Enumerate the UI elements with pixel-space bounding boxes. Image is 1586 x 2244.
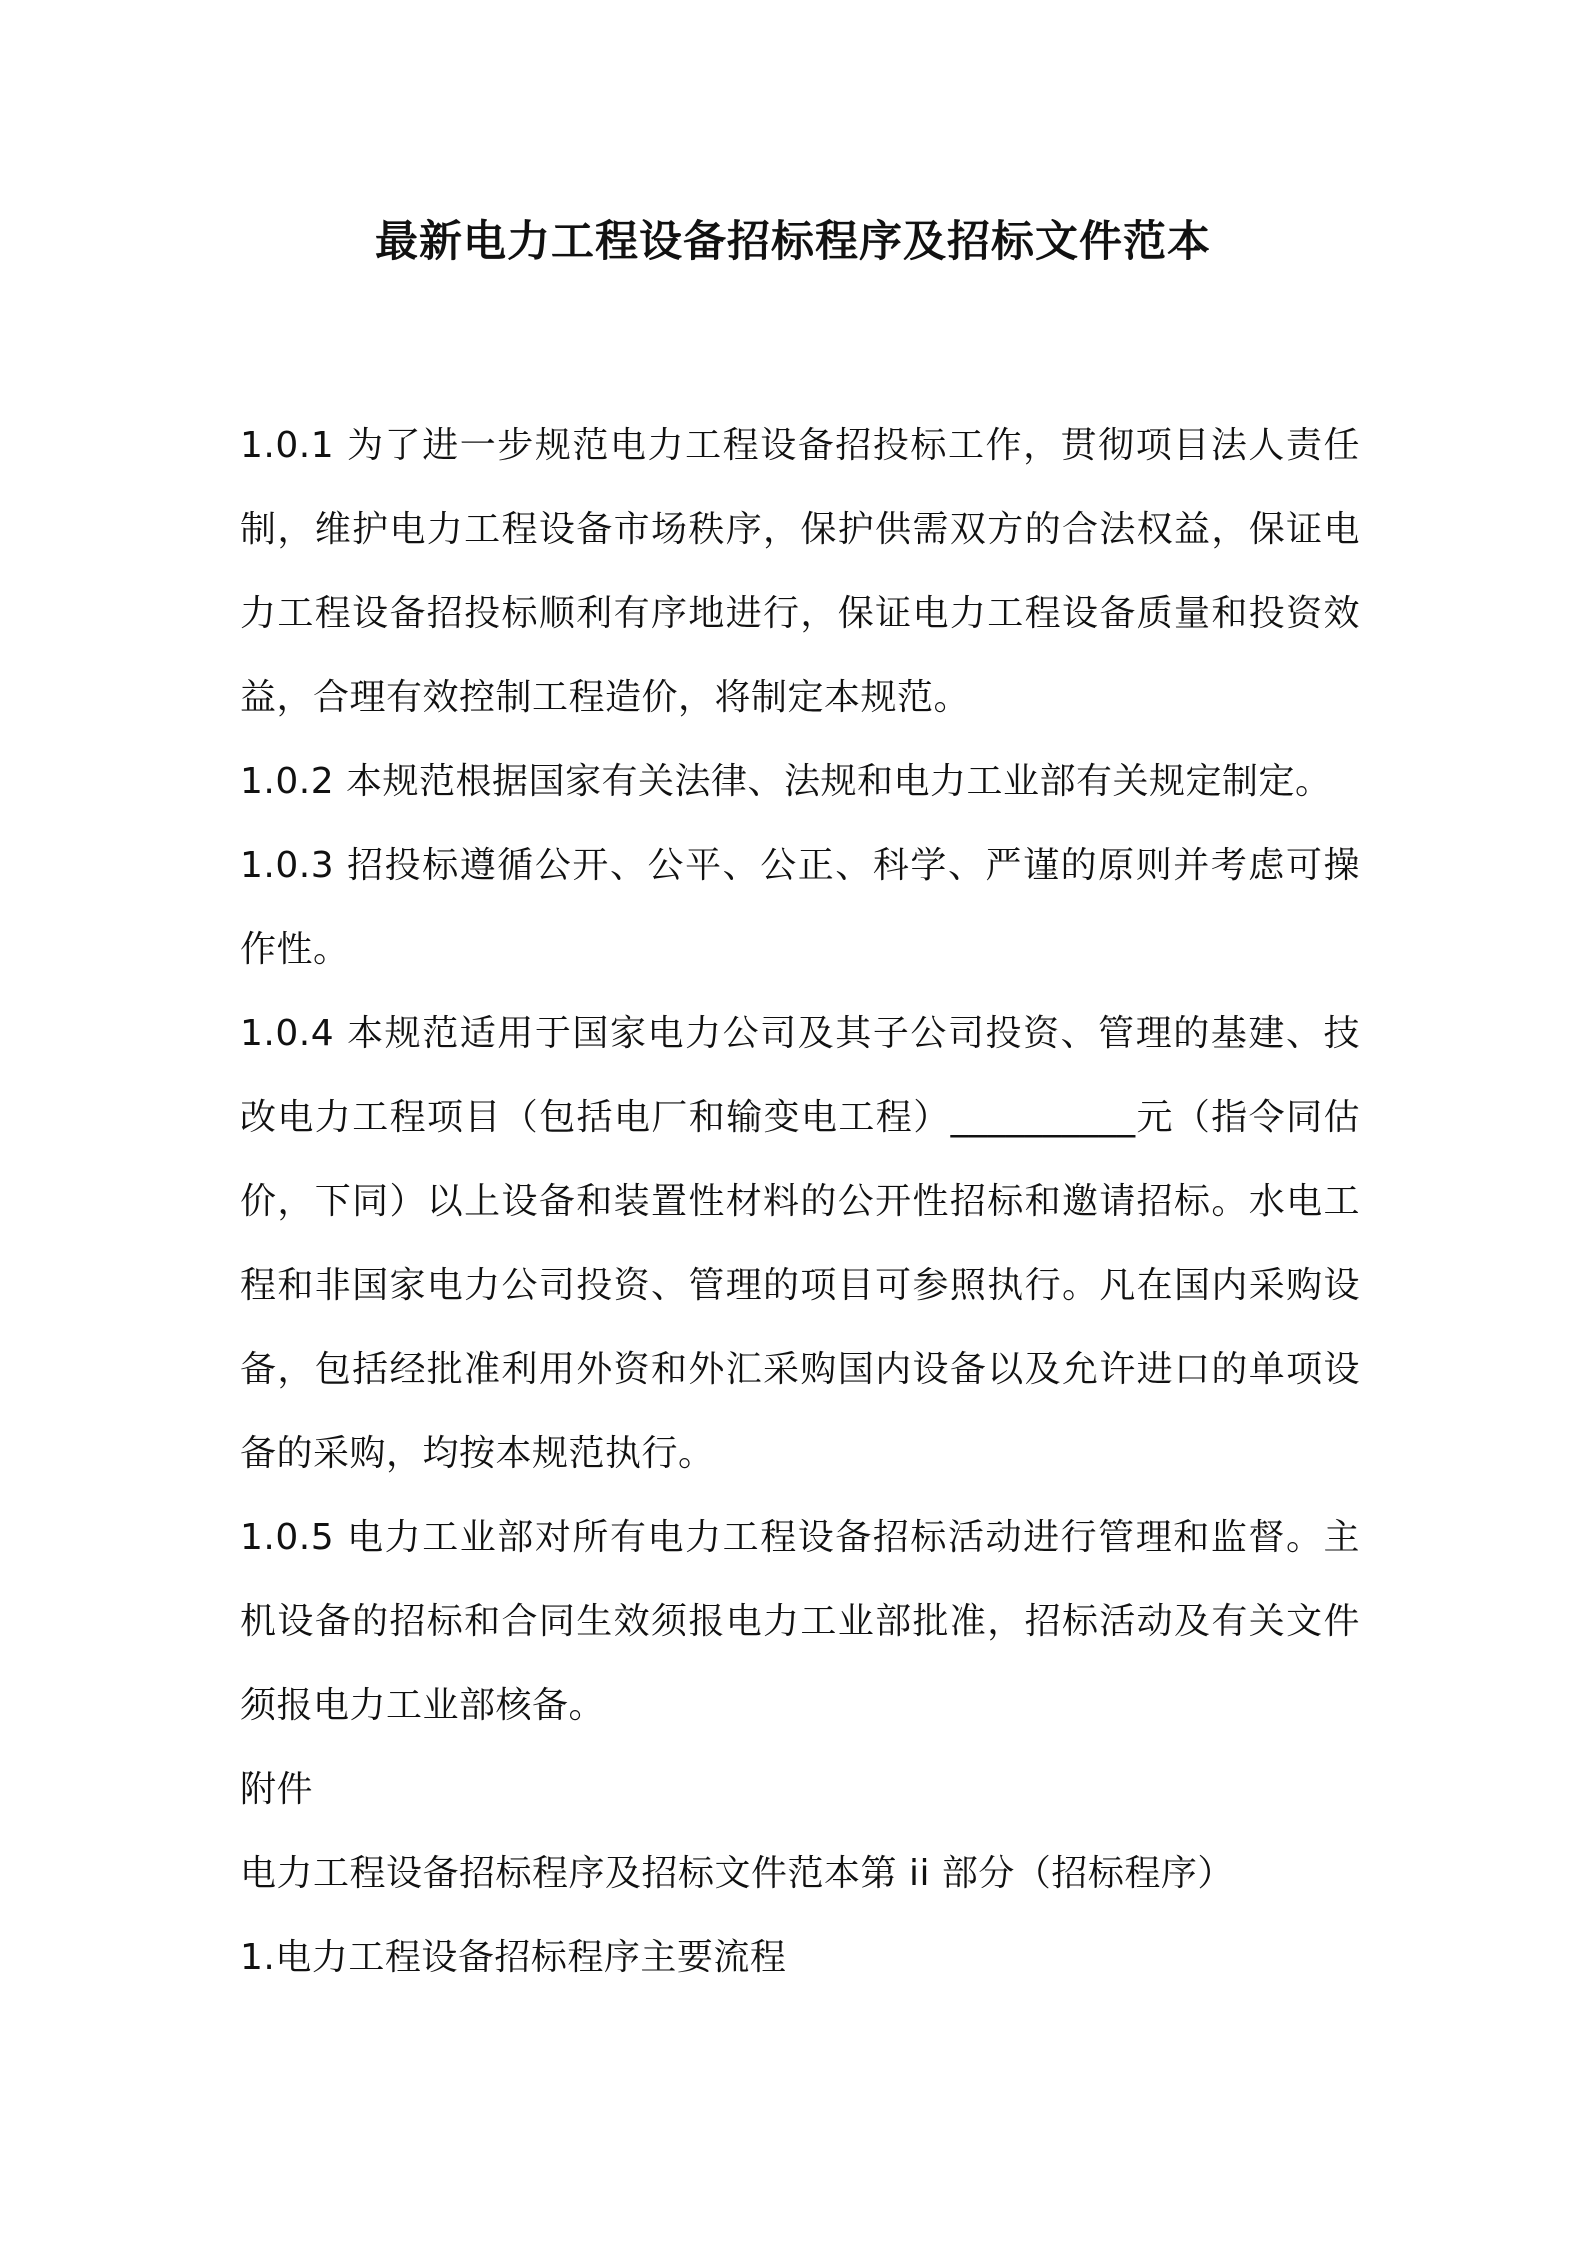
paragraph-1-0-1: 1.0.1 为了进一步规范电力工程设备招投标工作，贯彻项目法人责任制，维护电力工程设备市场秩序，保护供需双方的合法权益，保证电力工程设备招投标顺利有序地进行，保证电力工程设备质量和投资效益，合理有效控制工程造价，将制定本规范。 [240,425,1360,718]
document-body [240,404,1360,2000]
document-title: 最新电力工程设备招标程序及招标文件范本 [375,217,1211,267]
paragraph-1-0-3: 1.0.3 招投标遵循公开、公平、公正、科学、严谨的原则并考虑可操作性。 [240,845,1360,970]
attachment-title: 电力工程设备招标程序及招标文件范本第 ii 部分（招标程序） [240,1853,1234,1894]
paragraph-1-0-5: 1.0.5 电力工业部对所有电力工程设备招标活动进行管理和监督。主机设备的招标和合同生效须报电力工业部批准，招标活动及有关文件须报电力工业部核备。 [240,1517,1360,1726]
attachment-label: 附件 [240,1769,314,1810]
section-heading: 1.电力工程设备招标程序主要流程 [240,1937,787,1978]
paragraph-1-0-4: 1.0.4 本规范适用于国家电力公司及其子公司投资、管理的基建、技改电力工程项目（包括电厂和输变电工程）__________元（指令同估价，下同）以上设备和装置性材料的公开性招标和邀请招标。水电工程和非国家电力公司投资、管理的项目可参照执行。凡在国内采购设备，包括经批准利用外资和外汇采购国内设备以及允许进口的单项设备的采购，均按本规范执行。 [240,1013,1360,1474]
paragraph-1-0-2: 1.0.2 本规范根据国家有关法律、法规和电力工业部有关规定制定。 [240,761,1332,802]
